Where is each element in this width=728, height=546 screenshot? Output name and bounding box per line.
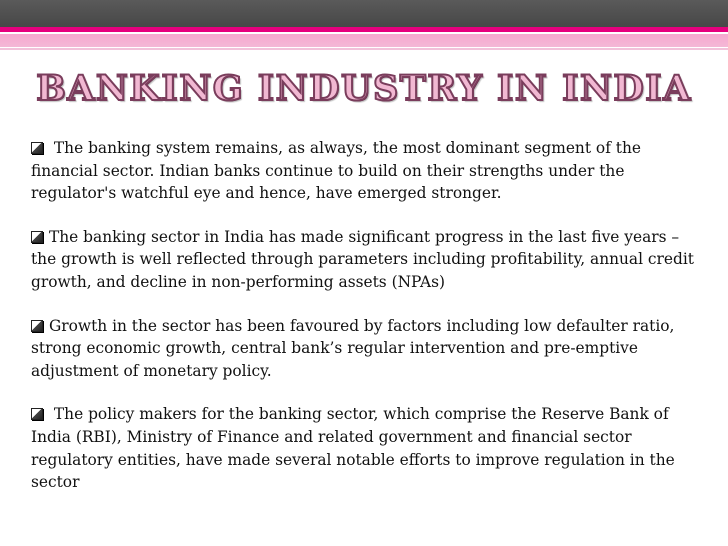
square-bullet-icon [31, 408, 43, 420]
accent-band [0, 34, 728, 47]
square-bullet-icon [31, 142, 43, 154]
top-bar [0, 0, 728, 27]
bullet-text: The banking sector in India has made significant progress in the last five years – the growth is well reflected through parameters including profitability, annual credit growth, and decline in non-performing assets (NPAs) [31, 227, 694, 291]
accent-line [0, 27, 728, 32]
bullet-text: Growth in the sector has been favoured by factors including low defaulter ratio, strong economic growth, central bank’s regular intervention and pre-emptive adjustment of monetary policy. [31, 316, 675, 380]
accent-thin-line [0, 48, 728, 50]
bullet-text: The policy makers for the banking sector, which comprise the Reserve Bank of India (RBI), Ministry of Finance and related government and financial sector regulatory entities, have made several notable efforts to improve regulation in the sector [31, 405, 675, 492]
bullet-item [31, 403, 706, 493]
bullet-item [31, 137, 706, 205]
bullet-list [31, 137, 706, 515]
square-bullet-icon [31, 231, 43, 243]
bullet-text: The banking system remains, as always, the most dominant segment of the financial sector. Indian banks continue to build on their strengths under the regulator's watchful eye and hence, have emerged stronger. [31, 139, 641, 203]
bullet-item [31, 226, 706, 294]
square-bullet-icon [31, 320, 43, 332]
bullet-item [31, 315, 706, 383]
slide-title: BANKING INDUSTRY IN INDIA [36, 68, 692, 109]
